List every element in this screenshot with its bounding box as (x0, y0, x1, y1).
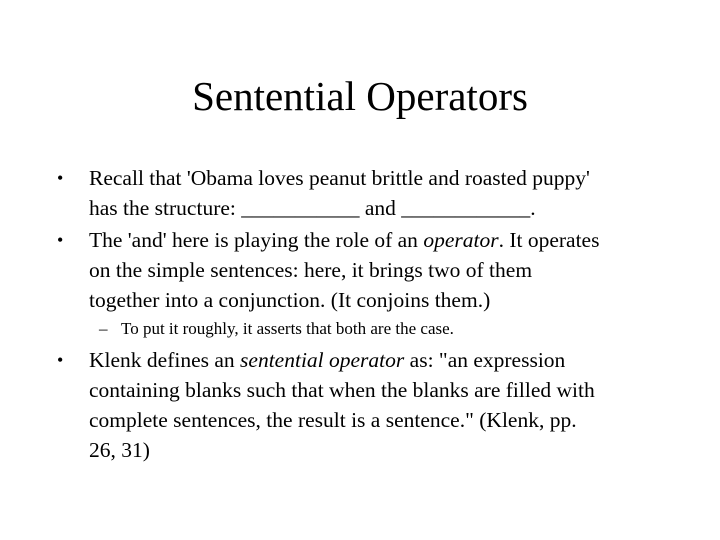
bullet-text-line: on the simple sentences: here, it brings two of them (89, 258, 533, 282)
emphasis-text: sentential operator (240, 348, 405, 372)
bullet-text-line: complete sentences, the result is a sentence." (Klenk, pp. (89, 408, 577, 432)
dash-icon: – (99, 319, 108, 338)
slide-title: Sentential Operators (192, 73, 528, 119)
bullet-text-line: containing blanks such that when the blanks are filled with (89, 378, 595, 402)
bullet-text-line: 26, 31) (89, 438, 150, 462)
bullet-item-klenk (57, 345, 679, 465)
emphasis-text: operator (423, 228, 499, 252)
bullet-text-line: together into a conjunction. (It conjoins them.) (89, 288, 491, 312)
bullet-text-segment: . It operates (498, 228, 600, 252)
sub-bullet-text: To put it roughly, it asserts that both are the case. (121, 319, 454, 338)
bullet-item-and-operator (57, 225, 679, 315)
bullet-icon: • (57, 168, 64, 188)
bullet-text-line (89, 345, 679, 375)
bullet-icon: • (57, 230, 64, 250)
bullet-icon: • (57, 350, 64, 370)
bullet-item-recall (57, 163, 679, 223)
bullet-text-segment: The 'and' here is playing the role of an (89, 228, 424, 252)
bullet-text-segment: as: "an expression (404, 348, 566, 372)
bullet-text-segment: Klenk defines an (89, 348, 241, 372)
sub-bullet-item (99, 317, 681, 341)
bullet-text-line (89, 225, 679, 255)
bullet-text-line: Recall that 'Obama loves peanut brittle and roasted puppy' (89, 166, 590, 190)
bullet-text-line: has the structure: ___________ and ____________. (89, 196, 536, 220)
